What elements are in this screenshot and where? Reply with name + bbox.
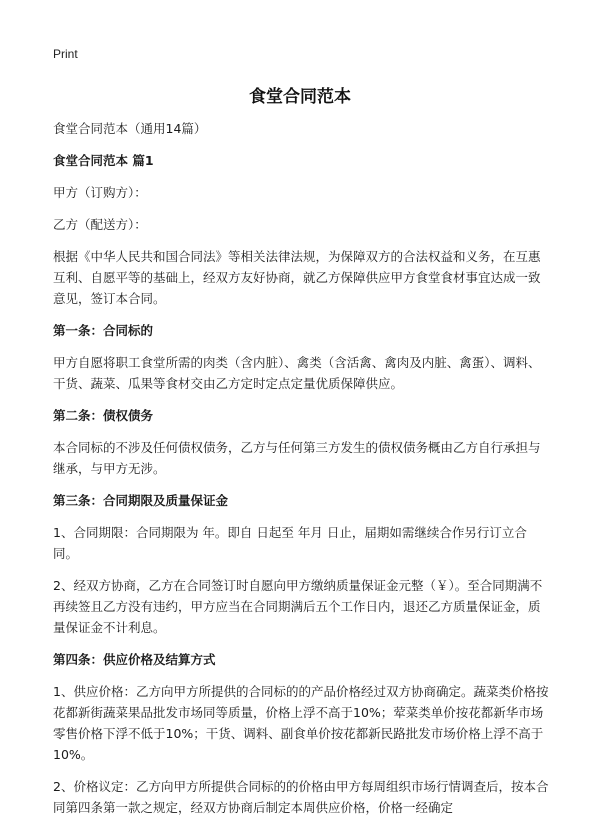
article1-heading: 第一条：合同标的 [53,323,154,338]
document-subtitle: 食堂合同范本（通用14篇） [53,121,207,136]
article3-heading: 第三条：合同期限及质量保证金 [53,493,229,508]
article1-paragraph: 甲方自愿将职工食堂所需的肉类（含内脏）、禽类（含活禽、禽肉及内脏、禽蛋）、调料、干货、蔬菜、瓜果等食材交由乙方定时定点定量优质保障供应。 [53,355,541,391]
party-a-line: 甲方（订购方）： [53,185,147,200]
article3-paragraph-1: 1、合同期限：合同期限为 年。即自 日起至 年月 日止，届期如需继续合作另行订立合同。 [53,525,527,561]
article4-heading: 第四条：供应价格及结算方式 [53,652,216,667]
article4-paragraph-2: 2、价格议定：乙方向甲方所提供合同标的的价格由甲方每周组织市场行情调查后，按本合同第四条第一款之规定，经双方协商后制定本周供应价格，价格一经确定 [53,779,549,815]
party-b-line: 乙方（配送方）： [53,217,147,232]
intro-paragraph: 根据《中华人民共和国合同法》等相关法律法规，为保障双方的合法权益和义务，在互惠互利、自愿平等的基础上，经双方友好协商，就乙方保障供应甲方食堂食材事宜达成一致意见，签订本合同。 [53,249,541,306]
article2-paragraph: 本合同标的不涉及任何债权债务，乙方与任何第三方发生的债权债务概由乙方自行承担与继承，与甲方无涉。 [53,440,541,476]
article2-heading: 第二条：债权债务 [53,408,154,423]
section-heading: 食堂合同范本 篇1 [53,153,154,168]
article3-paragraph-2: 2、经双方协商，乙方在合同签订时自愿向甲方缴纳质量保证金元整（￥）。至合同期满不再续签且乙方没有违约，甲方应当在合同期满后五个工作日内，退还乙方质量保证金，质量保证金不计利息。 [53,578,543,635]
print-link[interactable]: Print [53,47,78,61]
article4-paragraph-1: 1、供应价格：乙方向甲方所提供的合同标的的产品价格经过双方协商确定。蔬菜类价格按花都新街蔬菜果品批发市场同等质量，价格上浮不高于10%；荤菜类单价按花都新华市场零售价格下浮不低于10%；干货、调料、副食单价按花都新民路批发市场价格上浮不高于10%。 [53,684,549,762]
document-body [53,118,549,818]
document-title: 食堂合同范本 [249,87,351,107]
